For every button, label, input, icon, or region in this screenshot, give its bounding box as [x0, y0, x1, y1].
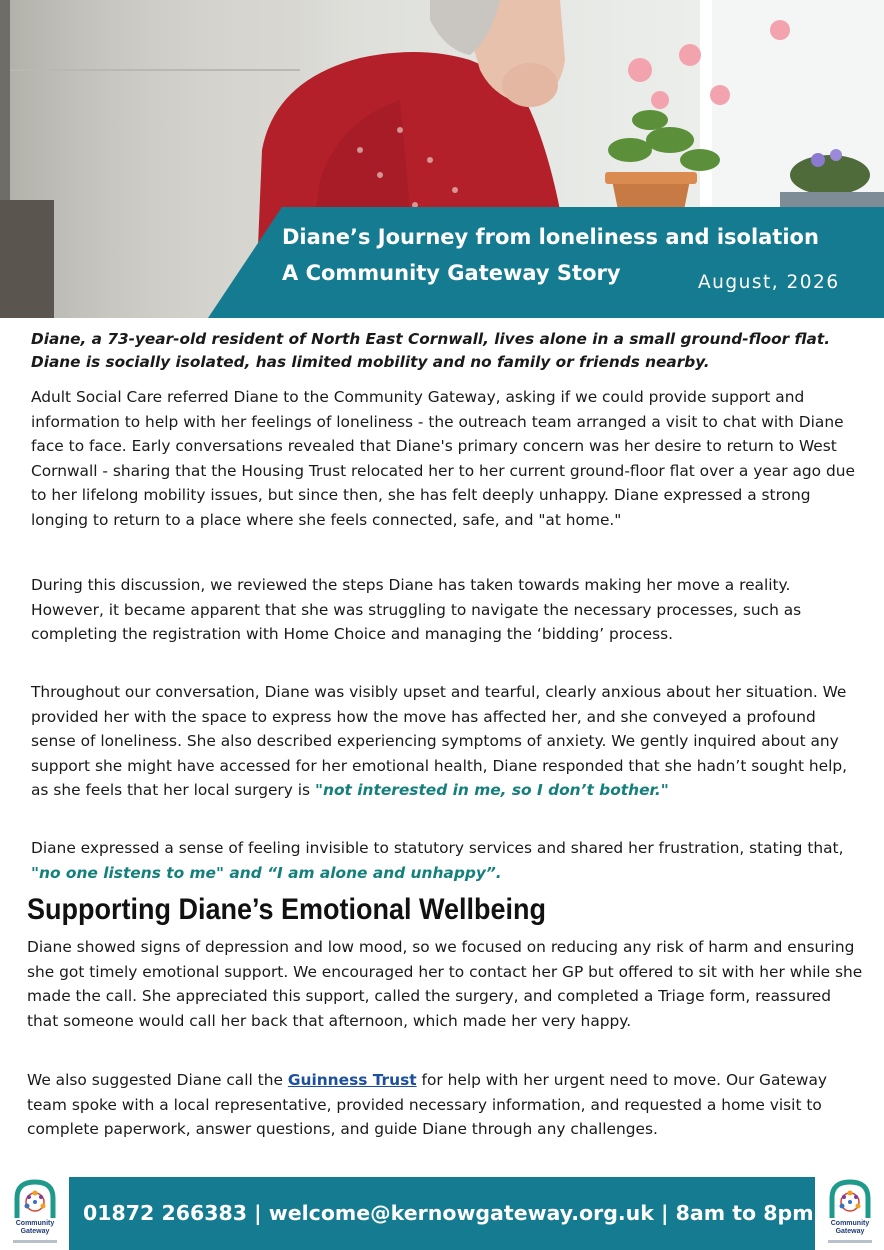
community-gateway-logo: [822, 1178, 878, 1248]
logo-name: [7, 1220, 63, 1236]
section-heading: Supporting Diane’s Emotional Wellbeing: [27, 893, 547, 926]
paragraph-guinness-after: for help with her urgent need to move. Our Gateway team spoke with a local representative, provided necessary information, and requested a home visit to complete paperwork, answer questions, and guide Diane through any challenges.: [27, 1071, 828, 1139]
quote-surgery: "not interested in me, so I don’t bother.": [314, 781, 669, 800]
story-date: August, 2026: [698, 272, 840, 293]
paragraph-invisible: [31, 836, 861, 885]
paragraph-discussion: During this discussion, we reviewed the steps Diane has taken towards making her move a reality. However, it became apparent that she was struggling to navigate the necessary processes, such as completing the registration with Home Choice and managing the ‘bidding’ process.: [31, 576, 802, 644]
logo-name: [822, 1220, 878, 1236]
community-gateway-logo-icon: [822, 1178, 878, 1222]
story-subtitle: A Community Gateway Story: [282, 261, 621, 285]
guinness-trust-link[interactable]: Guinness Trust: [287, 1071, 417, 1089]
hero-image: [0, 0, 884, 318]
logo-name-line1: Community: [15, 1220, 55, 1227]
paragraph-referral: Adult Social Care referred Diane to the Community Gateway, asking if we could provide support and information to help with her feelings of loneliness - the outreach team arranged a visit to chat with Diane face to face. Early conversations revealed that Diane's primary concern was her desire to return to West Cornwall - sharing that the Housing Trust relocated her to her current ground-floor flat over a year ago due to her lifelong mobility issues, but since then, she has felt deeply unhappy. Diane expressed a strong longing to return to a place where she feels connected, safe, and "at home.": [31, 388, 855, 529]
community-gateway-logo: [7, 1178, 63, 1248]
intro-paragraph: Diane, a 73-year-old resident of North East Cornwall, lives alone in a small ground-floor flat. Diane is socially isolated, has limited mobility and no family or friends nearby.: [31, 330, 831, 371]
logo-name-line1: Community: [830, 1220, 870, 1227]
quote-alone: "no one listens to me" and “I am alone and unhappy”.: [31, 863, 502, 882]
paragraph-guinness-before: We also suggested Diane call the: [27, 1071, 283, 1089]
logo-name-line2: Gateway: [20, 1228, 50, 1235]
logo-tagline: [13, 1240, 57, 1243]
footer-contact: 01872 266383 | welcome@kernowgateway.org.uk | 8am to 8pm: [83, 1201, 814, 1225]
logo-name-line2: Gateway: [835, 1228, 865, 1235]
paragraph-wellbeing: Diane showed signs of depression and low mood, so we focused on reducing any risk of harm and ensuring she got timely emotional support. We encouraged her to contact her GP but offered to sit with her while she made the call. She appreciated this support, called the surgery, and completed a Triage form, reassured that someone would call her back that afternoon, which made her very happy.: [27, 938, 863, 1030]
logo-tagline: [828, 1240, 872, 1243]
community-gateway-logo-icon: [7, 1178, 63, 1222]
story-title: Diane’s Journey from loneliness and isolation: [282, 225, 819, 249]
paragraph-guinness: [27, 1068, 863, 1142]
paragraph-conversation-text: Throughout our conversation, Diane was visibly upset and tearful, clearly anxious about her situation. We provided her with the space to express how the move has affected her, and she conveyed a profound sense of loneliness. She also described experiencing symptoms of anxiety. We gently inquired about any support she might have accessed for her emotional health, Diane responded that she hadn’t sought help, as she feels that her local surgery is: [31, 683, 848, 800]
paragraph-conversation: [31, 680, 861, 803]
paragraph-invisible-text: Diane expressed a sense of feeling invisible to statutory services and shared her frustration, stating that,: [31, 839, 844, 857]
